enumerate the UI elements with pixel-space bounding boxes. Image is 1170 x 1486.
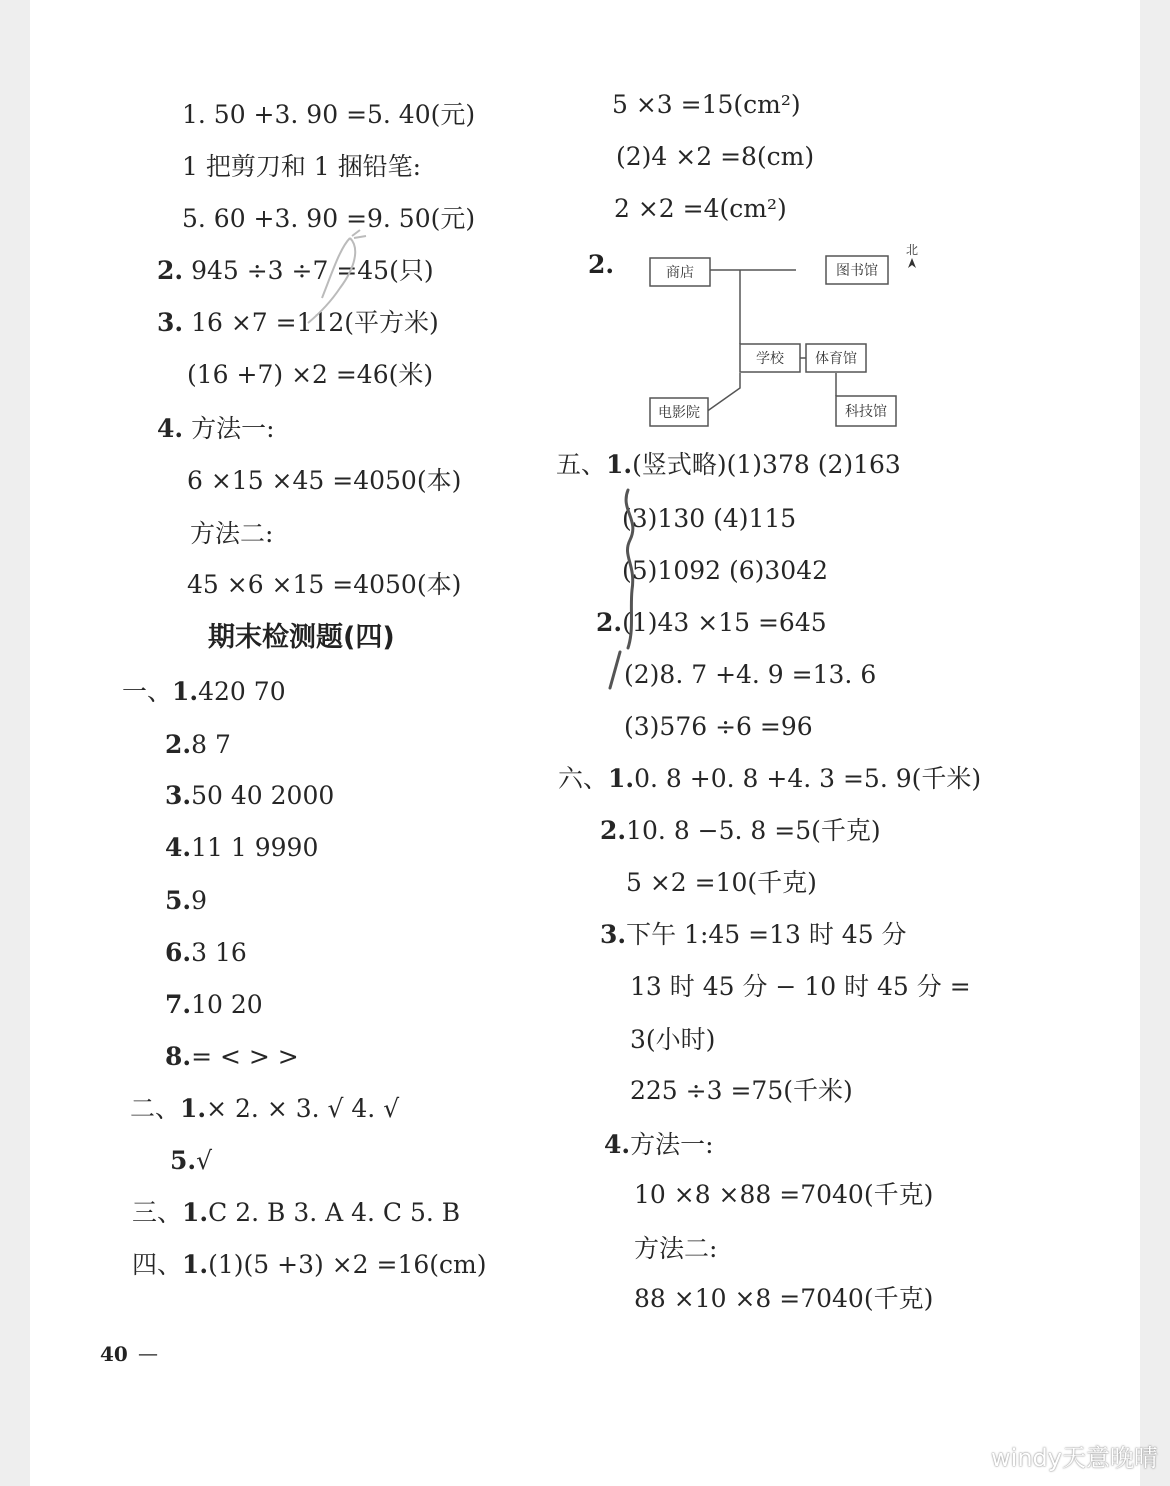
answer-1-3: 3.50 40 2000 bbox=[165, 781, 335, 810]
left-line-1: 1. 50 +3. 90 =5. 40(元) bbox=[182, 100, 476, 129]
right-line-5-2: 2.(1)43 ×15 =645 bbox=[596, 608, 827, 637]
watermark: windy天意晚晴 bbox=[991, 1444, 1158, 1472]
answer-1-7: 7.10 20 bbox=[165, 990, 263, 1019]
map-shop bbox=[650, 258, 710, 286]
answer-4-1: 四、1.(1)(5 +3) ×2 =16(cm) bbox=[132, 1250, 487, 1279]
svg-text:商店: 商店 bbox=[666, 265, 694, 281]
right-top-line-3: 2 ×2 =4(cm²) bbox=[614, 194, 787, 223]
left-line-7: 4. 方法一: bbox=[157, 414, 275, 443]
map-cinema bbox=[650, 398, 708, 426]
right-line-6-3: 3.下午 1:45 =13 时 45 分 bbox=[600, 920, 907, 949]
right-line-6-3d: 225 ÷3 =75(千米) bbox=[630, 1076, 853, 1105]
right-line-6-2b: 5 ×2 =10(千克) bbox=[626, 868, 817, 897]
svg-text:北: 北 bbox=[905, 243, 919, 257]
map-diagram bbox=[610, 240, 930, 440]
svg-text:科技馆: 科技馆 bbox=[845, 404, 887, 420]
north-arrow-icon bbox=[906, 243, 918, 268]
page-number-dash: — bbox=[138, 1341, 158, 1365]
map-library bbox=[826, 256, 888, 284]
left-line-2: 1 把剪刀和 1 捆铅笔: bbox=[182, 152, 422, 181]
right-line-6-4d: 88 ×10 ×8 =7040(千克) bbox=[634, 1284, 934, 1313]
right-line-6-2: 2.10. 8 −5. 8 =5(千克) bbox=[600, 816, 881, 845]
right-top-line-2: (2)4 ×2 =8(cm) bbox=[616, 142, 815, 171]
right-line-5-2c: (3)576 ÷6 =96 bbox=[624, 712, 813, 741]
answer-3-1: 三、1.C 2. B 3. A 4. C 5. B bbox=[132, 1198, 461, 1227]
right-line-5-1c: (5)1092 (6)3042 bbox=[622, 556, 829, 585]
right-line-6-4c: 方法二: bbox=[634, 1234, 718, 1263]
right-line-5-1b: (3)130 (4)115 bbox=[622, 504, 797, 533]
right-top-line-1: 5 ×3 =15(cm²) bbox=[612, 90, 801, 119]
answer-1-4: 4.11 1 9990 bbox=[165, 833, 319, 862]
right-line-6-1: 六、1.0. 8 +0. 8 +4. 3 =5. 9(千米) bbox=[558, 764, 982, 793]
svg-text:电影院: 电影院 bbox=[658, 405, 700, 421]
right-line-6-4: 4.方法一: bbox=[604, 1130, 714, 1159]
left-line-8: 6 ×15 ×45 =4050(本) bbox=[187, 466, 462, 495]
right-line-5-1: 五、1.(竖式略)(1)378 (2)163 bbox=[556, 450, 901, 479]
answer-1-2: 2.8 7 bbox=[165, 730, 231, 759]
left-line-5: 3. 16 ×7 =112(平方米) bbox=[157, 308, 439, 337]
left-line-10: 45 ×6 ×15 =4050(本) bbox=[187, 570, 462, 599]
answer-1-1: 一、1.420 70 bbox=[122, 677, 286, 706]
right-line-6-3b: 13 时 45 分 − 10 时 45 分 = bbox=[630, 972, 971, 1001]
right-line-5-2b: (2)8. 7 +4. 9 =13. 6 bbox=[624, 660, 877, 689]
answer-1-8: 8.= < > > bbox=[165, 1042, 299, 1071]
map-school bbox=[740, 344, 800, 372]
right-line-6-4b: 10 ×8 ×88 =7040(千克) bbox=[634, 1180, 934, 1209]
answer-2-1: 二、1.× 2. × 3. √ 4. √ bbox=[130, 1094, 400, 1123]
left-line-3: 5. 60 +3. 90 =9. 50(元) bbox=[182, 204, 476, 233]
answer-1-6: 6.3 16 bbox=[165, 938, 247, 967]
right-line-6-3c: 3(小时) bbox=[630, 1025, 716, 1054]
page-number: 40 bbox=[100, 1342, 128, 1366]
left-line-9: 方法二: bbox=[190, 519, 274, 548]
map-science bbox=[836, 396, 896, 426]
left-line-6: (16 +7) ×2 =46(米) bbox=[187, 360, 434, 389]
section-title: 期末检测题(四) bbox=[208, 622, 395, 653]
left-line-4: 2. 945 ÷3 ÷7 =45(只) bbox=[157, 256, 434, 285]
svg-text:学校: 学校 bbox=[756, 351, 784, 367]
answer-page bbox=[30, 0, 1140, 1486]
map-question-number: 2. bbox=[588, 250, 615, 279]
answer-2-5: 5.√ bbox=[170, 1146, 213, 1175]
svg-text:体育馆: 体育馆 bbox=[815, 351, 857, 367]
svg-text:图书馆: 图书馆 bbox=[836, 263, 878, 279]
answer-1-5: 5.9 bbox=[165, 886, 208, 915]
map-gym bbox=[806, 344, 866, 372]
